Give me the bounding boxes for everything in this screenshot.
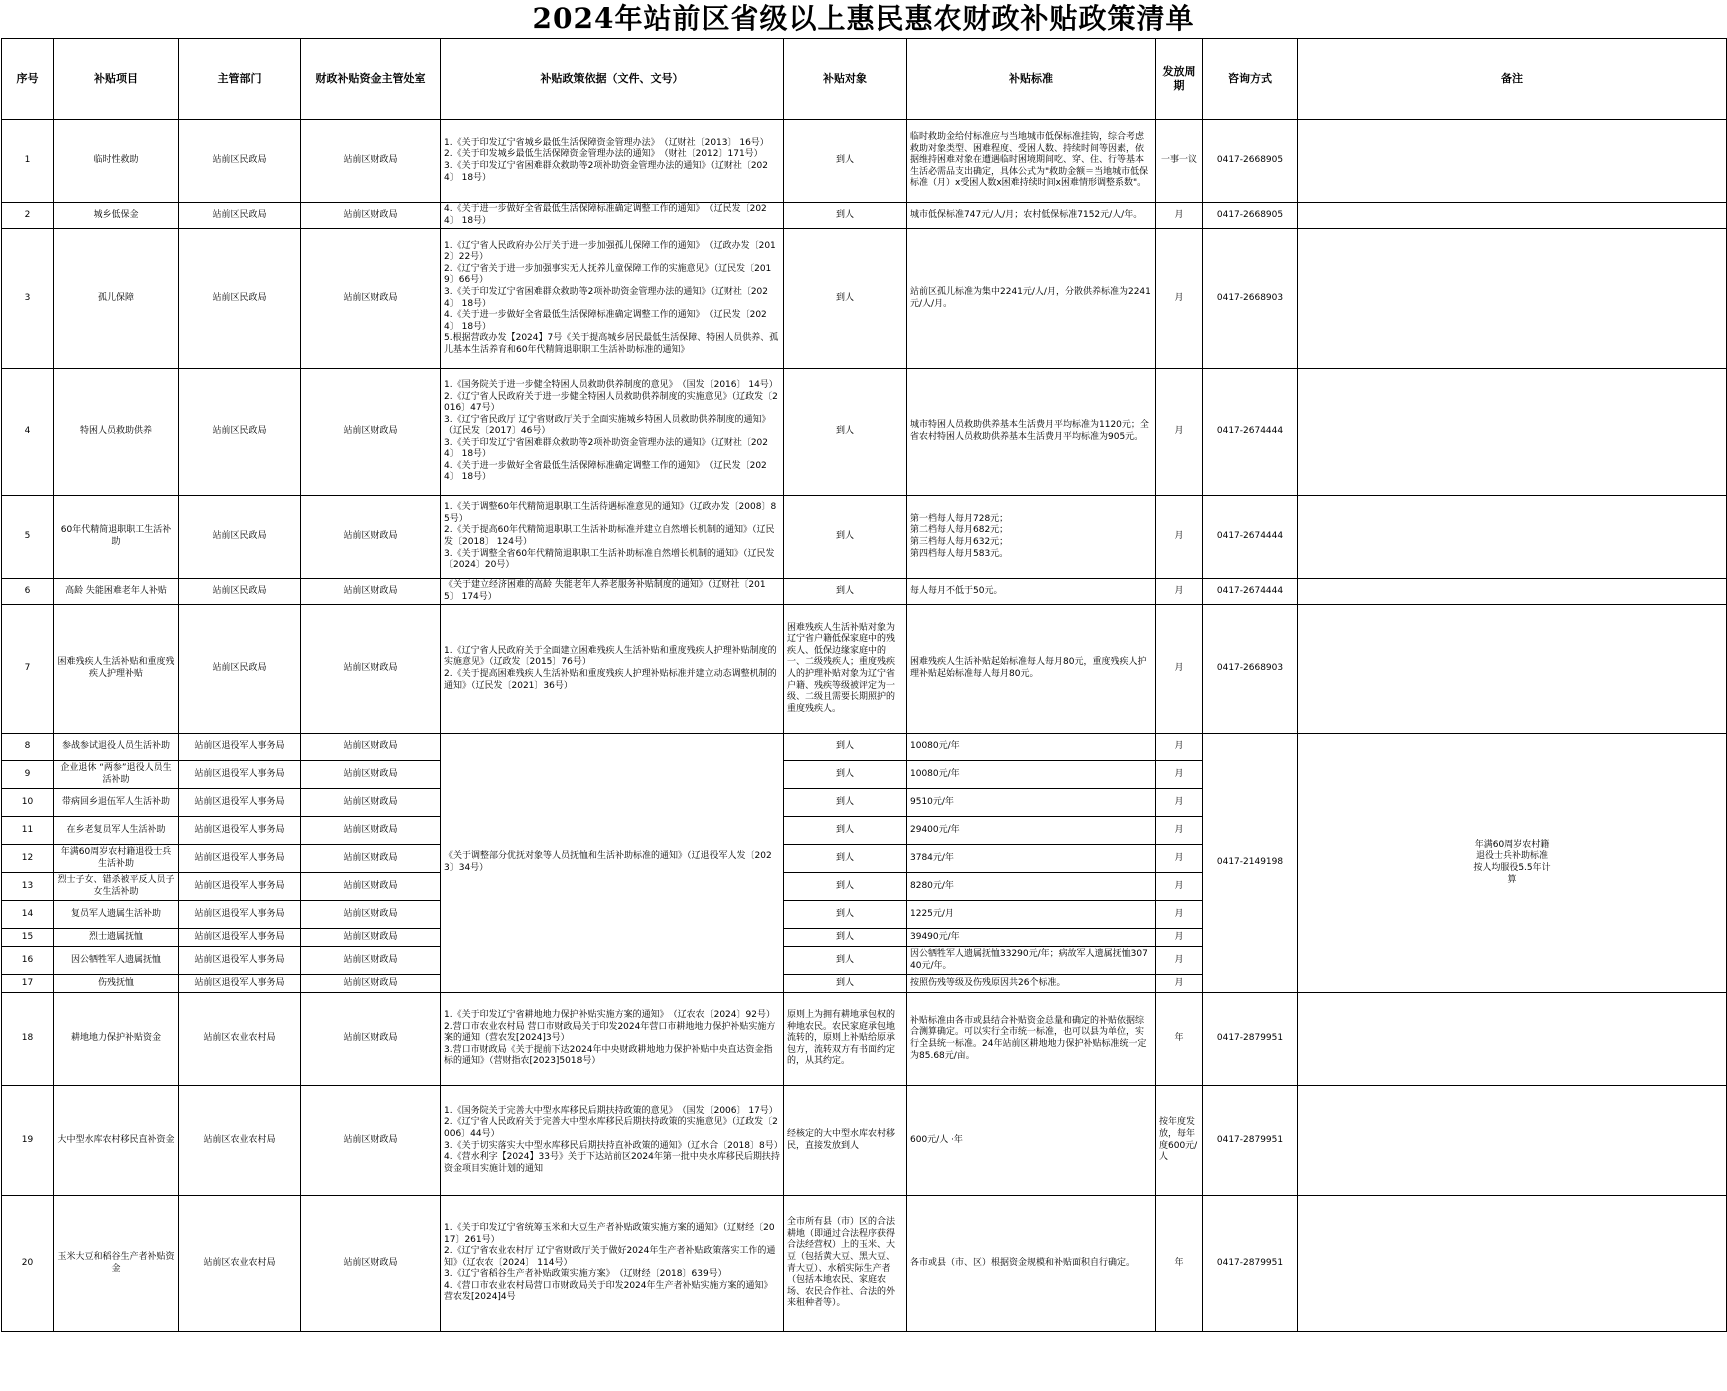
policy-basis-line: 5.根据营政办发【2024】7号《关于提高城乡居民最低生活保障、特困人员供养、孤儿基本生活养育和60年代精简退职职工生活补助标准的通知》 [444,333,779,355]
subsidy-target: 到人 [784,229,907,369]
policy-basis-line: 1.《关于调整60年代精简退职职工生活待遇标准意见的通知》（辽政办发〔2008〕85号） [444,502,777,524]
subsidy-item: 60年代精简退职职工生活补助 [54,496,179,579]
payment-cycle: 月 [1156,929,1203,947]
policy-basis-line: 2.《辽宁省农业农村厅 辽宁省财政厅关于做好2024年生产者补贴政策落实工作的通知》（辽农农〔2024〕 114号） [444,1246,776,1268]
finance-office: 站前区财政局 [301,734,441,761]
subsidy-standard: 因公牺牲军人遗属抚恤33290元/年；病故军人遗属抚恤30740元/年。 [907,947,1156,975]
finance-office: 站前区财政局 [301,817,441,845]
table-row [2,1196,1727,1332]
row-number: 18 [2,993,54,1086]
column-header: 补贴政策依据（文件、文号） [441,39,784,120]
policy-basis [441,993,784,1086]
contact: 0417-2674444 [1203,496,1298,579]
subsidy-item: 玉米大豆和稻谷生产者补贴资金 [54,1196,179,1332]
row-number: 2 [2,203,54,229]
payment-cycle: 月 [1156,605,1203,734]
remark [1298,1196,1727,1332]
contact: 0417-2879951 [1203,1196,1298,1332]
remark [1298,120,1727,203]
subsidy-item: 因公牺牲军人遗属抚恤 [54,947,179,975]
subsidy-target: 到人 [784,873,907,901]
policy-basis [441,605,784,734]
remark [1298,579,1727,605]
payment-cycle: 月 [1156,369,1203,496]
row-number: 3 [2,229,54,369]
policy-basis-line: 1.《国务院关于完善大中型水库移民后期扶持政策的意见》 （国发〔2006〕 17号） [444,1105,778,1116]
remark [1298,496,1727,579]
subsidy-target: 到人 [784,369,907,496]
subsidy-item: 企业退休 “两参”退役人员生活补助 [54,761,179,789]
row-number: 5 [2,496,54,579]
contact: 0417-2668903 [1203,605,1298,734]
subsidy-item: 困难残疾人生活补贴和重度残疾人护理补贴 [54,605,179,734]
row-number: 10 [2,789,54,817]
department: 站前区退役军人事务局 [179,929,301,947]
finance-office: 站前区财政局 [301,929,441,947]
department: 站前区退役军人事务局 [179,901,301,929]
department: 站前区退役军人事务局 [179,789,301,817]
table-row [2,369,1727,496]
payment-cycle: 月 [1156,579,1203,605]
policy-basis-line: 2.《关于提高60年代精简退职职工生活补助标准并建立自然增长机制的通知》（辽民发〔2018〕 124号） [444,525,775,547]
column-header: 序号 [2,39,54,120]
subsidy-item: 大中型水库农村移民直补资金 [54,1086,179,1196]
table-row [2,734,1727,761]
subsidy-target: 到人 [784,817,907,845]
subsidy-standard: 城市特困人员救助供养基本生活费月平均标准为1120元；全省农村特困人员救助供养基本生活费月平均标准为905元。 [907,369,1156,496]
row-number: 15 [2,929,54,947]
subsidy-target: 全市所有县（市）区的合法耕地（即通过合法程序获得合法经营权）上的玉米、大豆（包括黄大豆、黑大豆、青大豆）、水稻实际生产者（包括本地农民、家庭农场、农民合作社、合法的外来租种者等）。 [784,1196,907,1332]
subsidy-target: 到人 [784,947,907,975]
policy-basis-line: 3.《关于印发辽宁省困难群众救助等2项补助资金管理办法的通知》（辽财社〔2024〕 18号） [444,161,768,183]
department: 站前区退役军人事务局 [179,947,301,975]
subsidy-item: 耕地地力保护补贴资金 [54,993,179,1086]
payment-cycle: 月 [1156,229,1203,369]
payment-cycle: 年 [1156,1196,1203,1332]
policy-basis-line: 3.《关于调整全省60年代精简退职职工生活补助标准自然增长机制的通知》（辽民发〔2024〕20号） [444,548,775,571]
remark [1298,1086,1727,1196]
subsidy-item: 在乡老复员军人生活补助 [54,817,179,845]
table-row [2,229,1727,369]
table-row [2,579,1727,605]
row-number: 9 [2,761,54,789]
row-number: 11 [2,817,54,845]
finance-office: 站前区财政局 [301,993,441,1086]
department: 站前区民政局 [179,369,301,496]
subsidy-item: 城乡低保金 [54,203,179,229]
policy-basis [441,203,784,229]
remark [1298,369,1727,496]
subsidy-target: 经核定的大中型水库农村移民，直接发放到人 [784,1086,907,1196]
row-number: 17 [2,975,54,993]
row-number: 1 [2,120,54,203]
subsidy-standard: 3784元/年 [907,845,1156,873]
subsidy-item: 特困人员救助供养 [54,369,179,496]
policy-table [1,38,1727,1332]
policy-basis [441,579,784,605]
subsidy-item: 临时性救助 [54,120,179,203]
subsidy-target: 到人 [784,929,907,947]
subsidy-standard: 600元/人 ·年 [907,1086,1156,1196]
finance-office: 站前区财政局 [301,369,441,496]
department: 站前区农业农村局 [179,1086,301,1196]
department: 站前区退役军人事务局 [179,873,301,901]
policy-basis [441,1086,784,1196]
row-number: 6 [2,579,54,605]
subsidy-standard: 各市或县（市、区）根据资金规模和补贴面积自行确定。 [907,1196,1156,1332]
payment-cycle: 月 [1156,901,1203,929]
row-number: 20 [2,1196,54,1332]
row-number: 16 [2,947,54,975]
column-header: 补贴对象 [784,39,907,120]
policy-basis-line: 4.《营口市农业农村局营口市财政局关于印发2024年生产者补贴实施方案的通知》营农发[2024]4号 [444,1280,773,1303]
department: 站前区民政局 [179,229,301,369]
remark: 年满60周岁农村籍退役士兵补助标准按人均服役5.5年计算 [1298,734,1727,993]
subsidy-standard: 站前区孤儿标准为集中2241元/人/月，分散供养标准为2241元/人/月。 [907,229,1156,369]
finance-office: 站前区财政局 [301,120,441,203]
subsidy-item: 复员军人遗属生活补助 [54,901,179,929]
row-number: 12 [2,845,54,873]
contact: 0417-2668905 [1203,203,1298,229]
subsidy-standard: 困难残疾人生活补贴起始标准每人每月80元，重度残疾人护理补贴起始标准每人每月80元。 [907,605,1156,734]
department: 站前区民政局 [179,605,301,734]
subsidy-item: 伤残抚恤 [54,975,179,993]
department: 站前区退役军人事务局 [179,817,301,845]
subsidy-target: 到人 [784,789,907,817]
department: 站前区农业农村局 [179,993,301,1086]
policy-basis-line: 2.《关于提高困难残疾人生活补贴和重度残疾人护理补贴标准并建立动态调整机制的通知》（辽民发〔2021〕36号） [444,669,777,691]
remark [1298,605,1727,734]
policy-basis [441,496,784,579]
subsidy-standard: 第一档每人每月728元； 第二档每人每月682元； 第三档每人每月632元； 第四档每人每月583元。 [907,496,1156,579]
row-number: 19 [2,1086,54,1196]
payment-cycle: 月 [1156,873,1203,901]
policy-basis [441,1196,784,1332]
finance-office: 站前区财政局 [301,845,441,873]
subsidy-standard: 10080元/年 [907,734,1156,761]
subsidy-standard: 9510元/年 [907,789,1156,817]
payment-cycle: 月 [1156,734,1203,761]
subsidy-target: 困难残疾人生活补贴对象为辽宁省户籍低保家庭中的残疾人、低保边缘家庭中的一、二级残疾人；重度残疾人的护理补贴对象为辽宁省户籍、残疾等级被评定为一级、二级且需要长期照护的重度残疾人。 [784,605,907,734]
subsidy-item: 烈士遗属抚恤 [54,929,179,947]
contact: 0417-2674444 [1203,369,1298,496]
subsidy-standard: 补贴标准由各市或县结合补贴资金总量和确定的补贴依据综合测算确定。可以实行全市统一标准，也可以县为单位，实行全县统一标准。24年站前区耕地地力保护补贴标准统一定为85.68元/亩。 [907,993,1156,1086]
column-header: 补贴标准 [907,39,1156,120]
finance-office: 站前区财政局 [301,761,441,789]
subsidy-target: 到人 [784,496,907,579]
table-row [2,203,1727,229]
policy-basis-line: 2.《辽宁省关于进一步加强事实无人抚养儿童保障工作的实施意见》（辽民发〔2019〕66号） [444,263,772,286]
row-number: 4 [2,369,54,496]
finance-office: 站前区财政局 [301,975,441,993]
contact: 0417-2149198 [1203,734,1298,993]
subsidy-target: 到人 [784,120,907,203]
remark [1298,993,1727,1086]
table-row [2,496,1727,579]
policy-basis-line: 3.《关于印发辽宁省困难群众救助等2项补助资金管理办法的通知》（辽财社〔2024〕 18号） [444,286,768,309]
payment-cycle: 一事一议 [1156,120,1203,203]
contact: 0417-2668903 [1203,229,1298,369]
column-header: 发放周期 [1156,39,1203,120]
finance-office: 站前区财政局 [301,605,441,734]
department: 站前区民政局 [179,496,301,579]
policy-basis-line: 《关于建立经济困难的高龄 失能老年人养老服务补贴制度的通知》（辽财社〔2015〕 174号） [444,579,766,602]
policy-basis-line: 3.营口市财政局《关于提前下达2024年中央财政耕地地力保护补贴中央直达资金指标的通知》（营财指农[2023]5018号） [444,1044,773,1067]
finance-office: 站前区财政局 [301,203,441,229]
policy-basis-line: 4.《关于进一步做好全省最低生活保障标准确定调整工作的通知》 （辽民发〔2024〕 18号） [444,460,767,483]
subsidy-standard: 临时救助金给付标准应与当地城市低保标准挂钩，综合考虑救助对象类型、困难程度、受困人数、持续时间等因素，依据维持困难对象在遭遇临时困境期间吃、穿、住、行等基本生活必需品支出确定，具体公式为"救助金额＝当地城市低保标准（月）x受困人数x困难持续时间x困难情形调整系数"。 [907,120,1156,203]
subsidy-standard: 39490元/年 [907,929,1156,947]
finance-office: 站前区财政局 [301,789,441,817]
finance-office: 站前区财政局 [301,496,441,579]
header-row [2,39,1727,120]
finance-office: 站前区财政局 [301,901,441,929]
row-number: 13 [2,873,54,901]
policy-basis [441,369,784,496]
subsidy-item: 带病回乡退伍军人生活补助 [54,789,179,817]
subsidy-item: 年满60周岁农村籍退役士兵生活补助 [54,845,179,873]
policy-basis-line: 3.《辽宁省民政厅 辽宁省财政厅关于全面实施城乡特困人员救助供养制度的通知》（辽民发〔2017〕46号） [444,414,771,437]
subsidy-standard: 每人每月不低于50元。 [907,579,1156,605]
remark [1298,229,1727,369]
contact: 0417-2879951 [1203,1086,1298,1196]
subsidy-standard: 29400元/年 [907,817,1156,845]
subsidy-target: 到人 [784,761,907,789]
remark [1298,203,1727,229]
department: 站前区农业农村局 [179,1196,301,1332]
policy-basis-line: 4.《关于进一步做好全省最低生活保障标准确定调整工作的通知》 （辽民发〔2024〕 18号） [444,203,767,226]
subsidy-standard: 10080元/年 [907,761,1156,789]
subsidy-standard: 按照伤残等级及伤残原因共26个标准。 [907,975,1156,993]
subsidy-standard: 1225元/月 [907,901,1156,929]
policy-basis-line: 4.《营水利字【2024】33号》关于下达站前区2024年第一批中央水库移民后期扶持资金项目实施计划的通知 [444,1152,780,1174]
policy-basis-line: 2.营口市农业农村局 营口市财政局关于印发2024年营口市耕地地力保护补贴实施方案的通知（营农发[2024]3号） [444,1021,776,1044]
payment-cycle: 月 [1156,817,1203,845]
department: 站前区民政局 [179,203,301,229]
policy-basis-line: 2.《辽宁省人民政府关于进一步健全特困人员救助供养制度的实施意见》（辽政发〔2016〕47号） [444,391,778,414]
policy-basis: 《关于调整部分优抚对象等人员抚恤和生活补助标准的通知》（辽退役军人发〔2023〕34号） [441,734,784,993]
department: 站前区退役军人事务局 [179,761,301,789]
page-title: 2024年站前区省级以上惠民惠农财政补贴政策清单 [532,2,1195,35]
finance-office: 站前区财政局 [301,947,441,975]
subsidy-item: 孤儿保障 [54,229,179,369]
finance-office: 站前区财政局 [301,1196,441,1332]
policy-basis-line: 1.《关于印发辽宁省统筹玉米和大豆生产者补贴政策实施方案的通知》（辽财经〔2017〕261号） [444,1223,775,1245]
subsidy-item: 烈士子女、错杀被平反人员子女生活补助 [54,873,179,901]
column-header: 咨询方式 [1203,39,1298,120]
policy-basis [441,229,784,369]
contact: 0417-2879951 [1203,993,1298,1086]
column-header: 财政补贴资金主管处室 [301,39,441,120]
row-number: 14 [2,901,54,929]
payment-cycle: 月 [1156,496,1203,579]
policy-basis-line: 1.《辽宁省人民政府关于全面建立困难残疾人生活补贴和重度残疾人护理补贴制度的实施意见》（辽政发〔2015〕76号） [444,645,777,668]
payment-cycle: 月 [1156,975,1203,993]
policy-basis-line: 3.《关于印发辽宁省困难群众救助等2项补助资金管理办法的通知》（辽财社〔2024〕 18号） [444,437,768,460]
subsidy-item: 高龄 失能困难老年人补贴 [54,579,179,605]
department: 站前区退役军人事务局 [179,734,301,761]
row-number: 7 [2,605,54,734]
table-body [2,120,1727,1332]
table-row [2,1086,1727,1196]
table-row [2,605,1727,734]
column-header: 主管部门 [179,39,301,120]
payment-cycle: 月 [1156,947,1203,975]
subsidy-target: 到人 [784,203,907,229]
department: 站前区民政局 [179,579,301,605]
policy-basis-line: 2.《辽宁省人民政府关于完善大中型水库移民后期扶持政策的实施意见》（辽政发〔2006〕44号） [444,1117,778,1139]
contact: 0417-2674444 [1203,579,1298,605]
finance-office: 站前区财政局 [301,579,441,605]
policy-basis-line: 1.《关于印发辽宁省城乡最低生活保障资金管理办法》 （辽财社〔2013〕 16号） [444,137,769,148]
subsidy-target: 原则上为拥有耕地承包权的种地农民。农民家庭承包地流转的，原则上补贴给原承包方，流转双方有书面约定的，从其约定。 [784,993,907,1086]
subsidy-standard: 8280元/年 [907,873,1156,901]
column-header: 补贴项目 [54,39,179,120]
policy-basis [441,120,784,203]
table-row [2,120,1727,203]
policy-basis-line: 1.《辽宁省人民政府办公厅关于进一步加强孤儿保障工作的通知》 （辽政办发〔2012〕22号） [444,240,776,263]
subsidy-target: 到人 [784,579,907,605]
policy-basis-line: 1.《国务院关于进一步健全特困人员救助供养制度的意见》 （国发〔2016〕 14号） [444,380,778,391]
finance-office: 站前区财政局 [301,1086,441,1196]
payment-cycle: 月 [1156,203,1203,229]
column-header: 备注 [1298,39,1727,120]
subsidy-target: 到人 [784,734,907,761]
finance-office: 站前区财政局 [301,873,441,901]
policy-basis-line: 3.《辽宁省稻谷生产者补贴政策实施方案》 （辽财经〔2018〕639号） [444,1269,727,1280]
policy-basis-line: 2.《关于印发城乡最低生活保障资金管理办法的通知》 （财社〔2012〕171号） [444,149,763,160]
department: 站前区退役军人事务局 [179,845,301,873]
subsidy-standard: 城市低保标准747元/人/月；农村低保标准7152元/人/年。 [907,203,1156,229]
payment-cycle: 月 [1156,761,1203,789]
contact: 0417-2668905 [1203,120,1298,203]
subsidy-target: 到人 [784,975,907,993]
row-number: 8 [2,734,54,761]
payment-cycle: 按年度发放，每年度600元/人 [1156,1086,1203,1196]
subsidy-target: 到人 [784,845,907,873]
payment-cycle: 月 [1156,845,1203,873]
payment-cycle: 年 [1156,993,1203,1086]
policy-basis-line: 1.《关于印发辽宁省耕地地力保护补贴实施方案的通知》 （辽农农〔2024〕92号） [444,1010,775,1021]
department: 站前区退役军人事务局 [179,975,301,993]
subsidy-target: 到人 [784,901,907,929]
policy-basis-line: 3.《关于切实落实大中型水库移民后期扶持直补政策的通知》（辽水合〔2018〕8号） [444,1140,783,1151]
department: 站前区民政局 [179,120,301,203]
table-row [2,993,1727,1086]
policy-basis-line: 4.《关于进一步做好全省最低生活保障标准确定调整工作的通知》 （辽民发〔2024〕 18号） [444,310,767,332]
payment-cycle: 月 [1156,789,1203,817]
finance-office: 站前区财政局 [301,229,441,369]
subsidy-item: 参战参试退役人员生活补助 [54,734,179,761]
